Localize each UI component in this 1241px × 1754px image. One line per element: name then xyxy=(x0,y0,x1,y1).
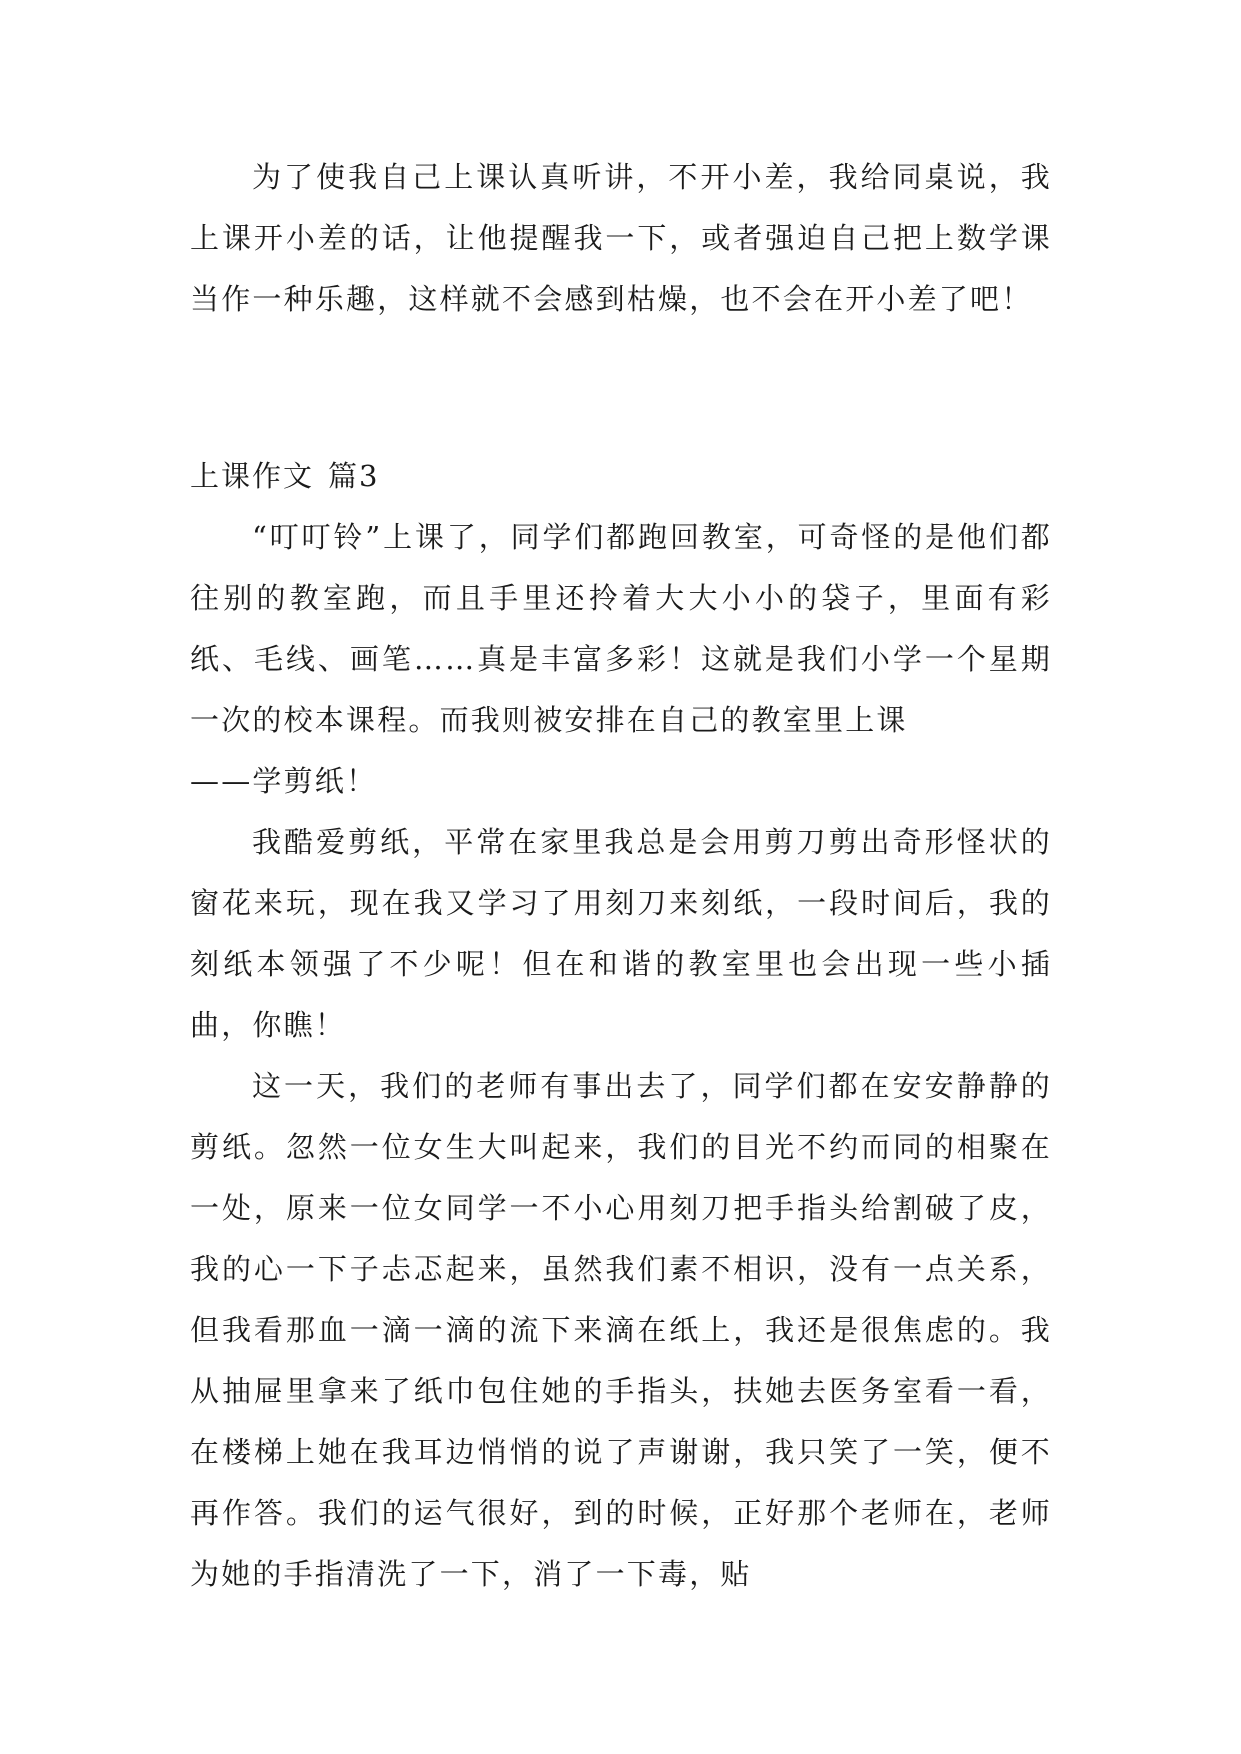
body-paragraph-3: 这一天，我们的老师有事出去了，同学们都在安安静静的剪纸。忽然一位女生大叫起来，我们的目光不约而同的相聚在一处，原来一位女同学一不小心用刻刀把手指头给割破了皮，我的心一下子忐忑起来，虽然我们素不相识，没有一点关系，但我看那血一滴一滴的流下来滴在纸上，我还是很焦虑的。我从抽屉里拿来了纸巾包住她的手指头，扶她去医务室看一看，在楼梯上她在我耳边悄悄的说了声谢谢，我只笑了一笑，便不再作答。我们的运气很好，到的时候，正好那个老师在，老师为她的手指清洗了一下，消了一下毒，贴 xyxy=(190,1069,1052,1591)
intro-paragraph: 为了使我自己上课认真听讲，不开小差，我给同桌说，我上课开小差的话，让他提醒我一下，或者强迫自己把上数学课当作一种乐趣，这样就不会感到枯燥，也不会在开小差了吧！ xyxy=(190,160,1052,316)
section-body xyxy=(190,507,1052,1605)
body-paragraph-2: 我酷爱剪纸，平常在家里我总是会用剪刀剪出奇形怪状的窗花来玩，现在我又学习了用刻刀来刻纸，一段时间后，我的刻纸本领强了不少呢！但在和谐的教室里也会出现一些小插曲，你瞧！ xyxy=(190,825,1052,1042)
body-paragraph-1: “叮叮铃”上课了，同学们都跑回教室，可奇怪的是他们都往别的教室跑，而且手里还拎着大大小小的袋子，里面有彩纸、毛线、画笔……真是丰富多彩！这就是我们小学一个星期一次的校本课程。而我则被安排在自己的教室里上课 xyxy=(190,520,1052,737)
section-heading xyxy=(190,446,379,507)
body-paragraph-1-tail: ——学剪纸！ xyxy=(190,764,378,798)
section-number: 篇3 xyxy=(328,459,380,493)
intro-text xyxy=(190,147,1052,330)
section-title: 上课作文 xyxy=(190,459,315,493)
